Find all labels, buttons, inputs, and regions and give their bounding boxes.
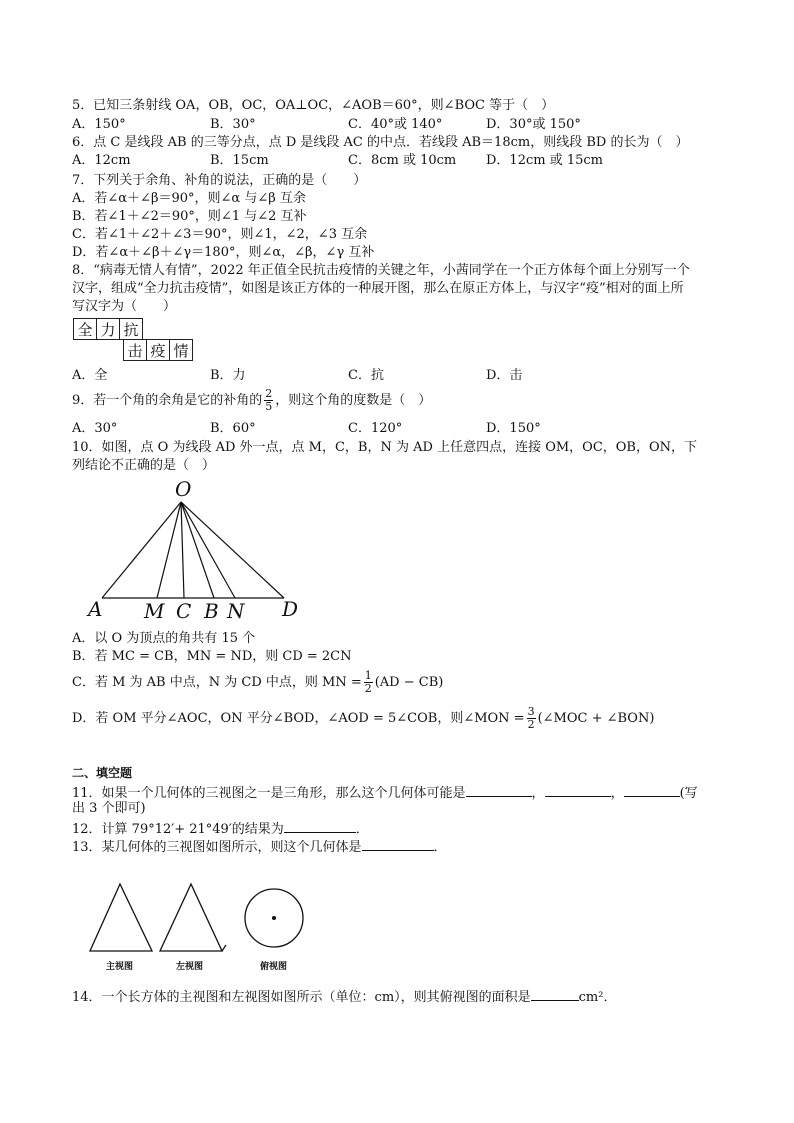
q13-stem: 13．某几何体的三视图如图所示，则这个几何体是 ． [72,836,447,857]
q14-stem: 14．一个长方体的主视图和左视图如图所示（单位：cm），则其俯视图的面积是 cm²． [72,986,616,1007]
view-label: 左视图 [176,962,204,972]
q9-fraction: $\frac{2}{5}$ [265,387,273,413]
q9-stem-after: ，则这个角的度数是（ ） [275,393,432,408]
q10-option-d: D．若 OM 平分∠AOC，ON 平分∠BOD，∠AOD = 5∠COB，则∠MON = $\frac{3}{2}$ (∠MOC + ∠BON) [72,705,655,731]
top-view-center-dot [272,916,276,920]
q5-option-c: C．40°或 140° [348,117,443,132]
q5-option-b: B．30° [210,117,256,132]
view-label: 俯视图 [260,962,288,972]
q5-option-a: A．150° [72,117,126,132]
ray-ob [181,502,214,598]
q10-option-c: C．若 M 为 AB 中点，N 为 CD 中点，则 MN = $\frac{1}{2}$ (AD − CB) [72,669,444,695]
q8-option-a: A．全 [72,368,108,383]
q9-stem-before: 9．若一个角的余角是它的补角的 [72,393,263,408]
q10-d-fraction: $\frac{3}{2}$ [527,705,535,731]
q7-option-d: D．若∠α＋∠β＋∠γ＝180°，则∠α，∠β，∠γ 互补 [72,245,375,260]
q6-option-b: B．15cm [210,153,269,168]
q10-option-b: B．若 MC = CB，MN = ND，则 CD = 2CN [72,649,352,664]
q7-option-b: B．若∠1＋∠2＝90°，则∠1 与∠2 互补 [72,209,307,224]
point-label-o: O [175,478,192,501]
q6-option-d: D．12cm 或 15cm [486,153,603,168]
q12-stem: 12．计算 79°12′+ 21°49′的结果为 ． [72,818,369,839]
ray-on [181,502,235,598]
q9-option-c: C．120° [348,421,403,436]
point-label-d: D [282,597,299,621]
q8-line-3: 写汉字为（ ） [72,299,177,314]
q11-line-2: 出 3 个即可) [72,801,146,816]
answer-blank[interactable] [466,782,532,797]
q10-option-a: A．以 O 为顶点的角共有 15 个 [72,631,256,646]
section-title: 二、填空题 [72,766,133,780]
q8-option-c: C．抗 [348,368,384,383]
q8-option-d: D．击 [486,368,523,383]
q5-option-d: D．30°或 150° [486,117,581,132]
point-label-a: A [88,597,103,621]
net-cell: 全 [73,318,97,340]
net-cell: 情 [169,339,193,361]
q7-option-a: A．若∠α＋∠β＝90°，则∠α 与∠β 互余 [72,191,306,206]
q5-stem: 5．已知三条射线 OA，OB，OC，OA⊥OC，∠AOB＝60°，则∠BOC 等于（ ） [72,98,555,113]
answer-blank[interactable] [545,782,611,797]
q9-option-b: B．60° [210,421,256,436]
answer-blank[interactable] [531,986,579,1001]
q8-line-2: 汉字，组成“全力抗击疫情”，如图是该正方体的一种展开图，那么在原正方体上，与汉字“疫”相对的面上所 [72,281,684,296]
q9-stem [72,388,431,414]
view-label: 主视图 [106,962,134,972]
q10-line-2: 列结论不正确的是（ ） [72,458,216,473]
side-view-triangle [160,884,222,951]
q8-line-1: 8．“病毒无情人有情”，2022 年正值全民抗击疫情的关键之年，小茜同学在一个正方体每个面上分别写一个 [72,263,690,278]
net-cell: 疫 [146,339,170,361]
q10-line-1: 10．如图，点 O 为线段 AD 外一点，点 M，C，B，N 为 AD 上任意四点，连接 OM，OC，OB，ON，下 [72,440,698,455]
cube-net-bottom-row [123,339,193,361]
q8-option-b: B．力 [210,368,246,383]
point-label-c: C [176,599,192,623]
q10-figure [80,478,320,626]
answer-blank[interactable] [284,818,356,833]
front-view-triangle [90,884,152,951]
side-view-tick [222,945,226,951]
point-label-b: B [204,599,219,623]
answer-blank[interactable] [624,782,680,797]
net-cell: 击 [123,339,147,361]
q7-option-c: C．若∠1＋∠2＋∠3＝90°，则∠1，∠2，∠3 互余 [72,227,368,242]
q13-three-views [84,876,324,978]
net-cell: 抗 [119,318,143,340]
answer-blank[interactable] [362,836,434,851]
cube-net-top-row [73,318,143,340]
q11-line-1: 11．如果一个几何体的三视图之一是三角形，那么这个几何体可能是 ， ， (写 [72,782,698,803]
q6-option-c: C．8cm 或 10cm [348,153,457,168]
q6-option-a: A．12cm [72,153,131,168]
net-cell: 力 [96,318,120,340]
point-label-n: N [227,599,245,623]
point-label-m: M [144,599,165,623]
q9-option-a: A．30° [72,421,118,436]
q10-c-fraction: $\frac{1}{2}$ [364,669,372,695]
q9-option-d: D．150° [486,421,541,436]
q6-stem: 6．点 C 是线段 AB 的三等分点，点 D 是线段 AC 的中点．若线段 AB＝18cm，则线段 BD 的长为（ ） [72,135,689,150]
q7-stem: 7．下列关于余角、补角的说法，正确的是（ ） [72,173,367,188]
ray-od [181,502,284,598]
ray-oc [181,502,184,598]
